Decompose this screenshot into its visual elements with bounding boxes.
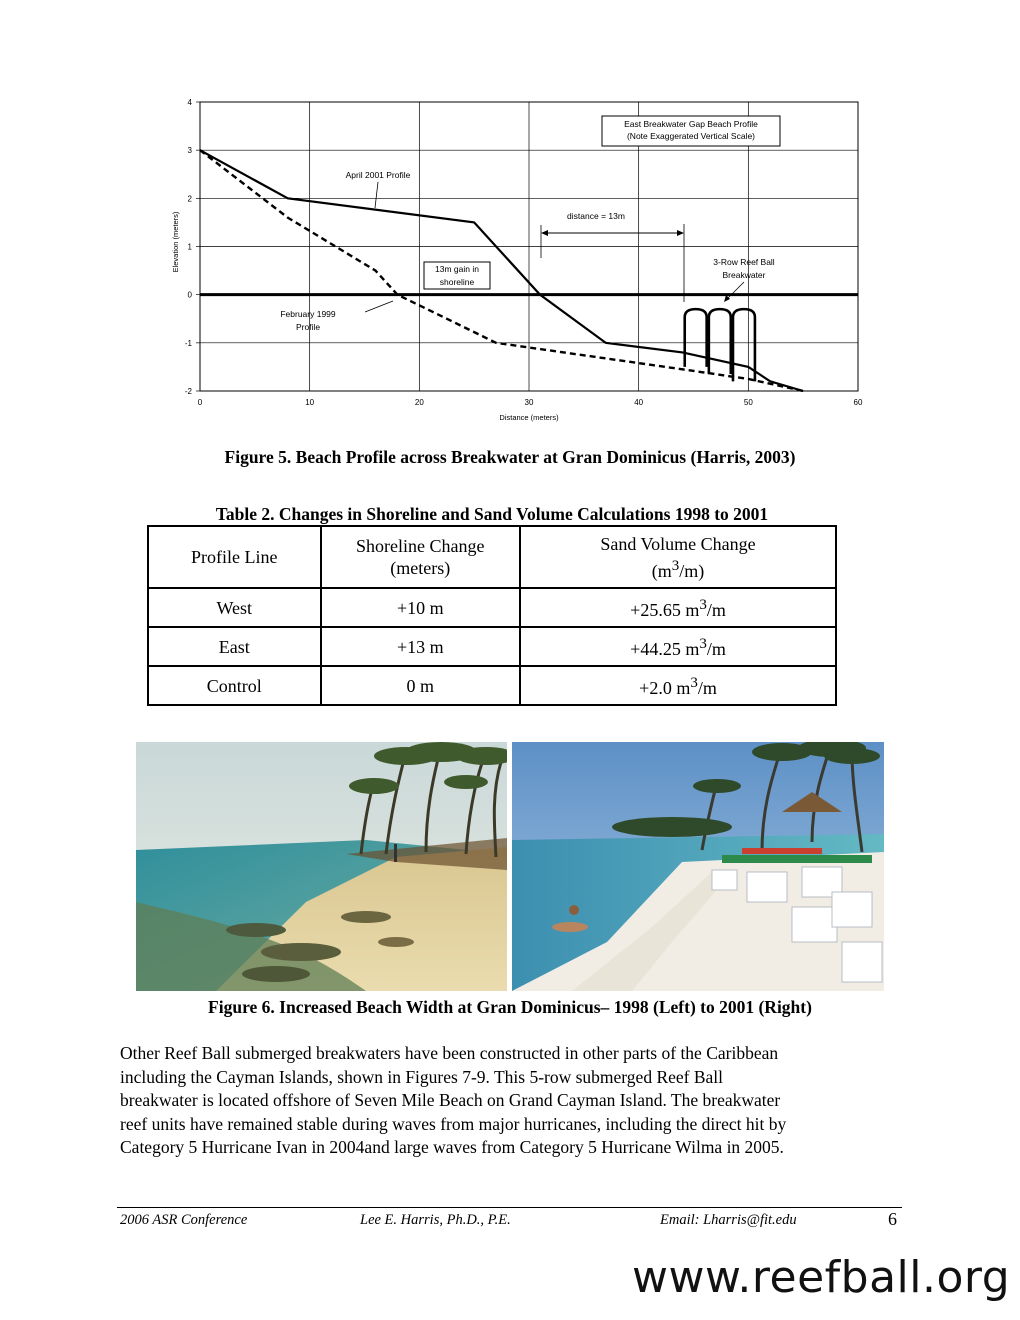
x-tick-label: 50 [743, 398, 753, 407]
chart-title: East Breakwater Gap Beach Profile [624, 119, 758, 129]
header-shoreline-line1: Shoreline Change [356, 536, 485, 556]
chart-subtitle: (Note Exaggerated Vertical Scale) [626, 131, 756, 141]
cell-sand [520, 588, 836, 627]
y-tick-label: 4 [187, 98, 192, 107]
cell-sand [520, 666, 836, 705]
cell-shoreline: +10 m [321, 588, 520, 627]
y-tick-label: -2 [184, 387, 192, 396]
x-tick-label: 10 [305, 398, 315, 407]
y-tick-label: -1 [184, 338, 192, 348]
y-axis-label: Elevation (meters) [171, 211, 180, 273]
body-line: including the Cayman Islands, shown in Figures 7-9. This 5-row submerged Reef Ball [120, 1066, 724, 1087]
footer-conference: 2006 ASR Conference [120, 1212, 248, 1228]
annotation-february-1999-line2: Profile [295, 322, 321, 332]
beach-photo-1998 [136, 742, 507, 991]
y-tick-label: 3 [187, 146, 192, 156]
x-tick-label: 20 [414, 398, 424, 407]
footer-author: Lee E. Harris, Ph.D., P.E. [360, 1212, 511, 1228]
annotation-february-1999-line1: February 1999 [280, 309, 336, 319]
y-tick-label: 2 [187, 194, 192, 204]
cell-shoreline: 0 m [321, 666, 520, 705]
page-number: 6 [888, 1209, 897, 1229]
header-sand-unit-a: (m [651, 560, 672, 581]
cell-sand-superscript: 3 [690, 675, 698, 691]
watermark-url: www.reefball.org [632, 1252, 1011, 1303]
header-shoreline-change [321, 526, 520, 588]
shoreline-sand-table [147, 525, 837, 706]
body-paragraph [120, 1042, 895, 1160]
cell-sand-value: +25.65 m [630, 600, 700, 620]
header-sand-volume-change [520, 526, 836, 588]
table-header-row [148, 526, 836, 588]
cell-profile: Control [148, 666, 321, 705]
header-sand-unit-b: /m) [679, 560, 705, 581]
beach-photo-2001-drawing [512, 742, 884, 991]
cell-shoreline: +13 m [321, 627, 520, 666]
x-tick-label: 40 [634, 398, 644, 407]
beach-profile-chart [160, 90, 880, 430]
cell-sand-superscript: 3 [699, 597, 707, 613]
annotation-distance: distance = 13m [567, 211, 625, 221]
figure-6-caption: Figure 6. Increased Beach Width at Gran Dominicus– 1998 (Left) to 2001 (Right) [208, 997, 812, 1017]
annotation-breakwater-line2: Breakwater [722, 270, 766, 280]
header-sand-superscript: 3 [671, 557, 680, 574]
beach-photo-1998-drawing [136, 742, 507, 991]
y-tick-label: 0 [187, 290, 192, 300]
x-tick-label: 60 [853, 398, 863, 407]
footer-divider [117, 1207, 902, 1208]
cell-sand [520, 627, 836, 666]
cell-profile: East [148, 627, 321, 666]
header-profile-line: Profile Line [148, 526, 321, 588]
cell-sand-superscript: 3 [699, 636, 707, 652]
table-2-title: Table 2. Changes in Shoreline and Sand Volume Calculations 1998 to 2001 [215, 504, 769, 524]
body-line: Other Reef Ball submerged breakwaters have been constructed in other parts of the Caribbean [120, 1043, 779, 1063]
table-row [148, 627, 836, 666]
header-sand-line1: Sand Volume Change [600, 533, 756, 554]
annotation-april-2001: April 2001 Profile [345, 170, 411, 180]
cell-sand-unit: /m [697, 678, 717, 698]
annotation-gain-line1: 13m gain in [435, 264, 479, 274]
table-row [148, 588, 836, 627]
cell-sand-unit: /m [706, 600, 726, 620]
x-axis-label: Distance (meters) [499, 413, 559, 422]
body-line: reef units have remained stable during waves from major hurricanes, including the direct hit by [120, 1113, 787, 1134]
header-shoreline-line2: (meters) [390, 558, 451, 578]
table-row [148, 666, 836, 705]
x-tick-label: 30 [524, 398, 534, 407]
cell-sand-value: +44.25 m [630, 639, 700, 659]
figure-5-caption: Figure 5. Beach Profile across Breakwater at Gran Dominicus (Harris, 2003) [224, 447, 796, 467]
x-tick-label: 0 [197, 398, 203, 407]
cell-sand-value: +2.0 m [639, 678, 691, 698]
cell-profile: West [148, 588, 321, 627]
body-line: breakwater is located offshore of Seven Mile Beach on Grand Cayman Island. The breakwater [120, 1090, 781, 1110]
y-tick-label: 1 [187, 242, 192, 252]
footer-email: Email: Lharris@fit.edu [660, 1212, 797, 1228]
beach-photo-2001 [512, 742, 884, 991]
annotation-breakwater-line1: 3-Row Reef Ball [713, 257, 775, 267]
body-line: Category 5 Hurricane Ivan in 2004and large waves from Category 5 Hurricane Wilma in 2005. [120, 1137, 784, 1157]
annotation-gain-line2: shoreline [439, 277, 475, 287]
cell-sand-unit: /m [706, 639, 726, 659]
